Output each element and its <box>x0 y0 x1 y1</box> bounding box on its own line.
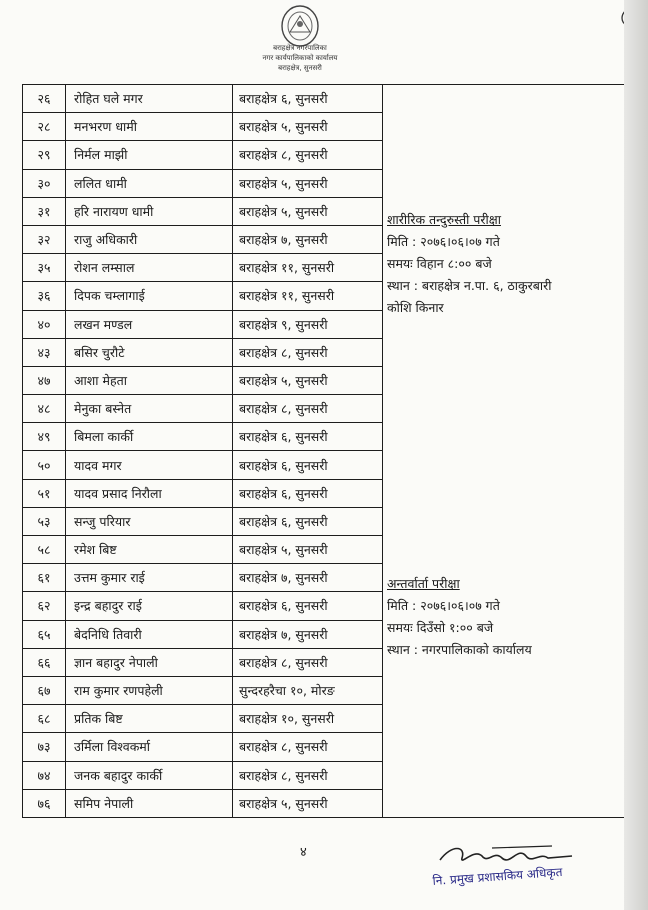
candidate-name: आशा मेहता <box>66 366 233 394</box>
candidate-address: बराहक्षेत्र ८, सुनसरी <box>233 648 383 676</box>
candidate-name: रमेश बिष्ट <box>66 536 233 564</box>
candidate-name: यादव मगर <box>66 451 233 479</box>
candidate-name: रोशन लम्साल <box>66 254 233 282</box>
seal-line-1: बराहक्षेत्र नगरपालिका <box>273 44 327 52</box>
row-number: ७३ <box>23 733 66 761</box>
candidate-name: निर्मल माझी <box>66 141 233 169</box>
candidate-address: बराहक्षेत्र ८, सुनसरी <box>233 761 383 789</box>
candidate-address: बराहक्षेत्र ५, सुनसरी <box>233 789 383 817</box>
row-number: ३६ <box>23 282 66 310</box>
candidate-address: बराहक्षेत्र ८, सुनसरी <box>233 141 383 169</box>
physical-test-time: समयः विहान ८:०० बजे <box>387 256 492 271</box>
page-number: ४ <box>300 845 307 860</box>
candidate-table <box>22 84 642 818</box>
row-number: २६ <box>23 85 66 113</box>
candidate-address: बराहक्षेत्र ७, सुनसरी <box>233 620 383 648</box>
candidate-address: बराहक्षेत्र ८, सुनसरी <box>233 733 383 761</box>
candidate-name: समिप नेपाली <box>66 789 233 817</box>
row-number: ६२ <box>23 592 66 620</box>
candidate-name: ललित धामी <box>66 169 233 197</box>
exam-schedule-cell <box>383 85 642 818</box>
physical-test-block <box>387 209 577 319</box>
candidate-name: प्रतिक बिष्ट <box>66 705 233 733</box>
row-number: २९ <box>23 141 66 169</box>
candidate-name: यादव प्रसाद निरौला <box>66 479 233 507</box>
row-number: ४३ <box>23 338 66 366</box>
candidate-address: बराहक्षेत्र ५, सुनसरी <box>233 197 383 225</box>
row-number: २८ <box>23 113 66 141</box>
row-number: ७४ <box>23 761 66 789</box>
seal-line-2: नगर कार्यपालिकाको कार्यालय <box>262 54 338 62</box>
candidate-address: बराहक्षेत्र ११, सुनसरी <box>233 254 383 282</box>
candidate-address: बराहक्षेत्र ५, सुनसरी <box>233 366 383 394</box>
candidate-address: बराहक्षेत्र ६, सुनसरी <box>233 507 383 535</box>
candidate-name: राम कुमार रणपहेली <box>66 676 233 704</box>
candidate-address: बराहक्षेत्र १०, सुनसरी <box>233 705 383 733</box>
candidate-name: उत्तम कुमार राई <box>66 564 233 592</box>
interview-time: समयः दिउँसो १:०० बजे <box>387 620 494 635</box>
candidate-address: सुन्दरहरैचा १०, मोरङ <box>233 676 383 704</box>
candidate-name: मेनुका बस्नेत <box>66 395 233 423</box>
row-number: ३२ <box>23 225 66 253</box>
interview-date: मिति : २०७६।०६।०७ गते <box>387 598 500 613</box>
candidate-address: बराहक्षेत्र ६, सुनसरी <box>233 451 383 479</box>
interview-venue: स्थान : नगरपालिकाको कार्यालय <box>387 642 532 657</box>
physical-test-title: शारीरिक तन्दुरुस्ती परीक्षा <box>387 212 501 227</box>
candidate-address: बराहक्षेत्र ७, सुनसरी <box>233 564 383 592</box>
row-number: ६५ <box>23 620 66 648</box>
candidate-name: हरि नारायण धामी <box>66 197 233 225</box>
candidate-name: बिमला कार्की <box>66 423 233 451</box>
candidate-address: बराहक्षेत्र ६, सुनसरी <box>233 592 383 620</box>
candidate-address: बराहक्षेत्र ९, सुनसरी <box>233 310 383 338</box>
row-number: ३० <box>23 169 66 197</box>
candidate-name: मनभरण धामी <box>66 113 233 141</box>
physical-test-date: मिति : २०७६।०६।०७ गते <box>387 234 500 249</box>
interview-block <box>387 573 577 661</box>
candidate-address: बराहक्षेत्र ८, सुनसरी <box>233 338 383 366</box>
candidate-address: बराहक्षेत्र ७, सुनसरी <box>233 225 383 253</box>
candidate-name: लखन मण्डल <box>66 310 233 338</box>
page-edge-shadow <box>624 0 648 910</box>
table-row <box>23 85 642 113</box>
candidate-name: बसिर चुरौटे <box>66 338 233 366</box>
row-number: ४९ <box>23 423 66 451</box>
candidate-name: इन्द्र बहादुर राई <box>66 592 233 620</box>
candidate-name: सन्जु परियार <box>66 507 233 535</box>
physical-test-venue: स्थान : बराहक्षेत्र न.पा. ६, ठाकुरबारी कोशि किनार <box>387 278 552 315</box>
row-number: ३१ <box>23 197 66 225</box>
row-number: ४० <box>23 310 66 338</box>
candidate-name: ज्ञान बहादुर नेपाली <box>66 648 233 676</box>
row-number: ३५ <box>23 254 66 282</box>
row-number: ५० <box>23 451 66 479</box>
row-number: ४८ <box>23 395 66 423</box>
candidate-name: बेदनिधि तिवारी <box>66 620 233 648</box>
candidate-address: बराहक्षेत्र ५, सुनसरी <box>233 113 383 141</box>
signature-caption: नि. प्रमुख प्रशासकिय अधिकृत <box>432 864 563 888</box>
row-number: ४७ <box>23 366 66 394</box>
candidate-name: उर्मिला विश्वकर्मा <box>66 733 233 761</box>
seal-line-3: बराहक्षेत्र, सुनसरी <box>278 64 322 72</box>
row-number: ७६ <box>23 789 66 817</box>
row-number: ५८ <box>23 536 66 564</box>
candidate-address: बराहक्षेत्र ११, सुनसरी <box>233 282 383 310</box>
municipality-seal <box>246 2 354 82</box>
candidate-address: बराहक्षेत्र ६, सुनसरी <box>233 479 383 507</box>
interview-title: अन्तर्वार्ता परीक्षा <box>387 576 460 591</box>
row-number: ६८ <box>23 705 66 733</box>
row-number: ६६ <box>23 648 66 676</box>
candidate-name: दिपक चम्लागाई <box>66 282 233 310</box>
candidate-address: बराहक्षेत्र ५, सुनसरी <box>233 169 383 197</box>
candidate-address: बराहक्षेत्र ८, सुनसरी <box>233 395 383 423</box>
row-number: ५३ <box>23 507 66 535</box>
row-number: ६१ <box>23 564 66 592</box>
candidate-address: बराहक्षेत्र ५, सुनसरी <box>233 536 383 564</box>
candidate-address: बराहक्षेत्र ६, सुनसरी <box>233 85 383 113</box>
candidate-address: बराहक्षेत्र ६, सुनसरी <box>233 423 383 451</box>
candidate-name: रोहित घले मगर <box>66 85 233 113</box>
row-number: ५१ <box>23 479 66 507</box>
candidate-name: जनक बहादुर कार्की <box>66 761 233 789</box>
row-number: ६७ <box>23 676 66 704</box>
candidate-name: राजु अधिकारी <box>66 225 233 253</box>
